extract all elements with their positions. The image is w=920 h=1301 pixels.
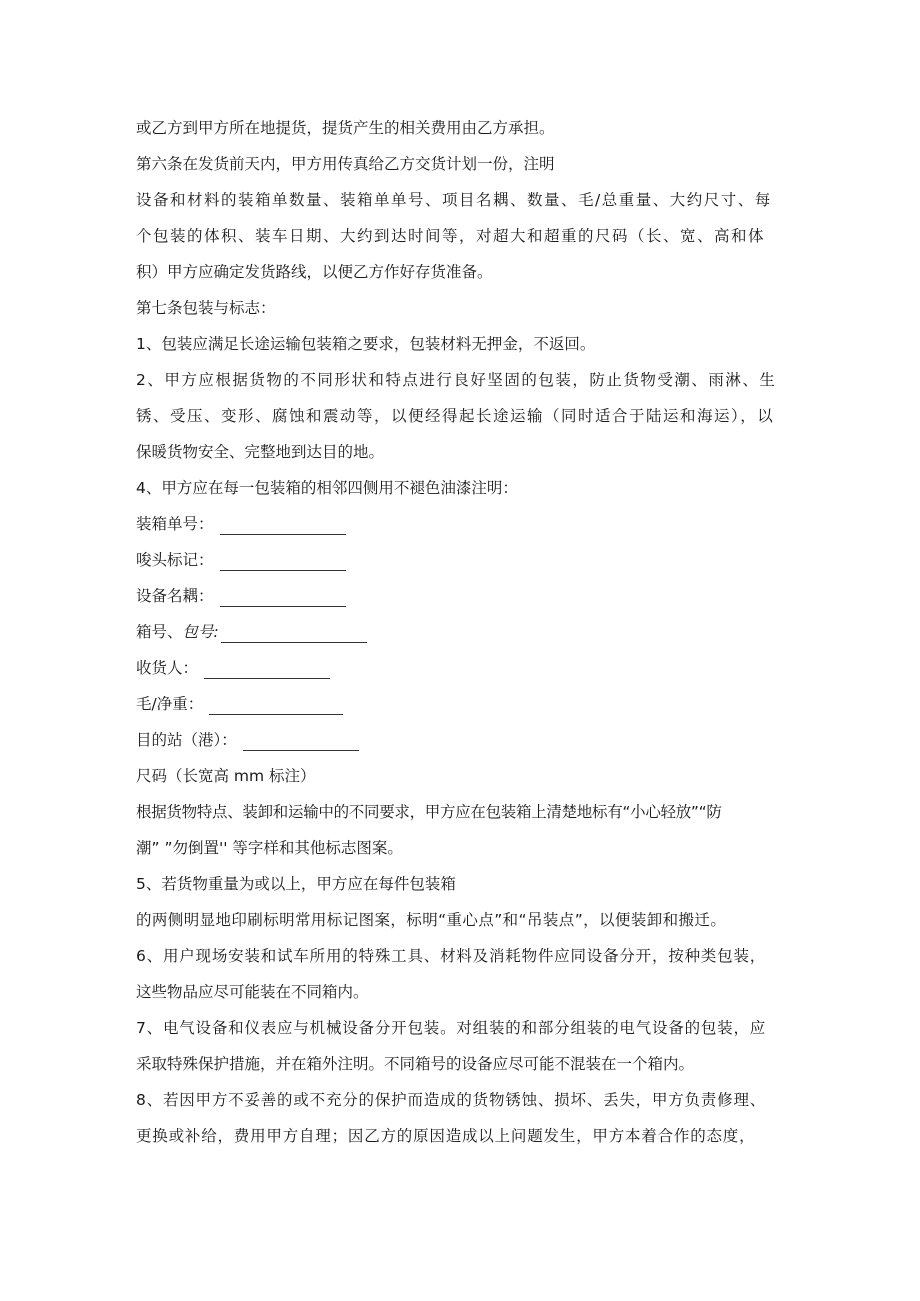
paragraph-line: 设备和材料的装箱单数量、装箱单单号、项目名耦、数量、毛/总重量、大约尺寸、每 <box>136 191 772 209</box>
form-field-destination <box>136 729 359 751</box>
paragraph-line: 或乙方到甲方所在地提货，提货产生的相关费用由乙方承担。 <box>136 119 555 137</box>
field-label: 目的站（港）： <box>136 731 237 749</box>
paragraph-line: 7、电气设备和仪表应与机械设备分开包装。对组装的和部分组装的电气设备的包装，应 <box>136 1019 767 1037</box>
field-label: 唆头标记： <box>136 551 214 569</box>
form-field-shipping-mark <box>136 549 346 571</box>
paragraph-line: 采取特殊保护措施，并在箱外注明。不同箱号的设备应尽可能不混装在一个箱内。 <box>136 1055 695 1073</box>
paragraph-line: 积）甲方应确定发货路线，以便乙方作好存货准备。 <box>136 263 493 281</box>
fill-in-blank <box>204 662 330 679</box>
field-label: 箱号、 <box>136 623 183 641</box>
paragraph-line: 尺码（长宽高 mm 标注） <box>136 767 316 785</box>
fill-in-blank <box>209 698 343 715</box>
field-label-italic: 包号: <box>182 623 219 641</box>
paragraph-line: 更换或补给，费用甲方自理；因乙方的原因造成以上问题发生，甲方本着合作的态度， <box>136 1127 756 1145</box>
paragraph-line: 保暖货物安全、完整地到达目的地。 <box>136 443 385 461</box>
form-field-box-no <box>136 621 367 643</box>
paragraph-line: 4、甲方应在每一包装箱的相邻四侧用不褪色油漆注明： <box>136 479 518 497</box>
paragraph-line: 个包装的体积、装车日期、大约到达时间等，对超大和超重的尺码（长、宽、高和体 <box>136 227 766 245</box>
fill-in-blank <box>220 518 346 535</box>
paragraph-line: 锈、受压、变形、腐蚀和震动等，以便经得起长途运输（同时适合于陆运和海运），以 <box>136 407 775 425</box>
form-field-equipment-name <box>136 585 346 607</box>
field-label: 设备名耦： <box>136 587 214 605</box>
fill-in-blank <box>221 626 367 643</box>
paragraph-line: 根据货物特点、装卸和运输中的不同要求，甲方应在包装箱上清楚地标有“小心轻放”“防 <box>136 803 722 821</box>
field-label: 收货人： <box>136 659 199 677</box>
paragraph-line: 第六条在发货前天内，甲方用传真给乙方交货计划一份，注明 <box>136 155 555 173</box>
field-label: 毛/净重： <box>136 695 204 713</box>
paragraph-line: 这些物品应尽可能装在不同箱内。 <box>136 983 369 1001</box>
form-field-consignee <box>136 657 330 679</box>
paragraph-line: 2、甲方应根据货物的不同形状和特点进行良好坚固的包装，防止货物受潮、雨淋、生 <box>136 371 777 389</box>
form-field-packing-list-no <box>136 513 346 535</box>
fill-in-blank <box>220 554 346 571</box>
field-label: 装箱单号： <box>136 515 214 533</box>
paragraph-line: 的两侧明显地印刷标明常用标记图案，标明“重心点”和“吊装点”，以便装卸和搬迁。 <box>136 911 727 929</box>
paragraph-line: 5、若货物重量为或以上，甲方应在每件包装箱 <box>136 875 456 893</box>
section-heading: 第七条包装与标志： <box>136 299 276 317</box>
form-field-weight <box>136 693 343 715</box>
paragraph-line: 8、若因甲方不妥善的或不充分的保护而造成的货物锈蚀、损坏、丢失，甲方负责修理、 <box>136 1091 767 1109</box>
paragraph-line: 1、包装应满足长途运输包装箱之要求，包装材料无押金，不返回。 <box>136 335 596 353</box>
paragraph-line: 6、用户现场安装和试车所用的特殊工具、材料及消耗物件应同设备分开，按种类包装， <box>136 947 767 965</box>
fill-in-blank <box>243 734 359 751</box>
fill-in-blank <box>220 590 346 607</box>
paragraph-line: 潮” ”勿倒置'' 等字样和其他标志图案。 <box>136 839 403 857</box>
